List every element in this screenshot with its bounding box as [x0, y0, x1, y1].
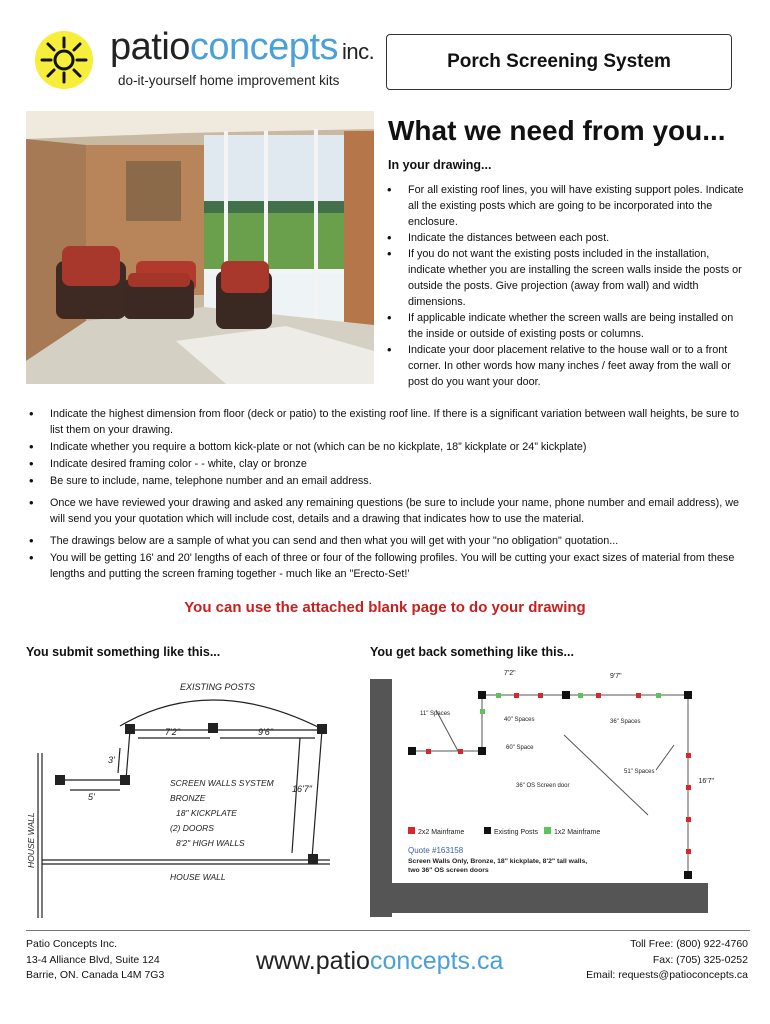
sketch-note-2: BRONZE — [170, 793, 206, 803]
address-line2: Barrie, ON. Canada L4M 7G3 — [26, 969, 165, 981]
brand-tagline: do-it-yourself home improvement kits — [118, 73, 340, 88]
website-link[interactable] — [256, 947, 503, 976]
section-subheading: In your drawing... — [388, 158, 492, 172]
quote-summary-line2: two 36" OS screen doors — [408, 867, 489, 874]
getback-sample-label: You get back something like this... — [370, 645, 574, 659]
quote-diagram-sample — [366, 665, 712, 930]
sketch-note-5: 8'2" HIGH WALLS — [176, 838, 245, 848]
list-item: • Once we have reviewed your drawing and asked any remaining questions (be sure to include your name, phone number and email address), we will send you your quotation which will include cost, details and a drawing that indicates how to use the material. — [50, 495, 750, 527]
sketch-note-3: 18" KICKPLATE — [176, 808, 237, 818]
sketch-existing-posts: EXISTING POSTS — [180, 682, 256, 692]
sketch-house-wall-left: HOUSE WALL — [26, 812, 36, 868]
sun-logo-icon — [34, 30, 94, 90]
sketch-dim-3: 3' — [108, 755, 115, 765]
tollfree-number: Toll Free: (800) 922-4760 — [630, 938, 748, 950]
company-name: Patio Concepts Inc. — [26, 938, 118, 950]
submit-sample-label: You submit something like this... — [26, 645, 221, 659]
brand-name-part2: concepts — [189, 26, 338, 68]
list-item: • Indicate whether you require a bottom kick-plate or not (which can be no kickplate, 18” kickplate or 24” kickplate) — [50, 439, 750, 455]
company-address — [26, 937, 164, 984]
fax-number: Fax: (705) 325-0252 — [652, 953, 748, 966]
list-item: • If applicable indicate whether the screen walls are being installed on the inside or outside of existing posts or columns. — [408, 310, 748, 342]
quote-summary-line1: Screen Walls Only, Bronze, 18" kickplate, 8'2" tall walls, — [408, 858, 588, 865]
footer-divider — [26, 930, 750, 931]
list-item: • You will be getting 16' and 20' lengths of each of three or four of the following profiles. You will be cutting your exact sizes of material from these lengths and putting the screen framing together - much like an "Erecto-Set!' — [50, 550, 750, 582]
section-heading: What we need from you... — [388, 115, 726, 146]
quote-dim-top-right: 9'7" — [610, 673, 622, 680]
blank-page-callout: You can use the attached blank page to do your drawing — [184, 599, 586, 616]
quote-spaces-36: 36" Spaces — [610, 719, 641, 725]
quote-legend-posts: Existing Posts — [494, 829, 538, 836]
sketch-dim-16: 16'7" — [292, 784, 312, 794]
quote-legend-1x2: 1x2 Mainframe — [554, 829, 601, 836]
website-part2: concepts.ca — [369, 947, 504, 975]
quote-door: 36" OS Screen door — [516, 783, 570, 789]
quote-spaces-40: 40" Spaces — [504, 717, 535, 723]
website-part1: www.patio — [256, 947, 370, 975]
quote-spaces-60: 60" Space — [506, 745, 534, 751]
document-title: Porch Screening System — [386, 34, 732, 90]
sketch-note-1: SCREEN WALLS SYSTEM — [170, 778, 274, 788]
list-item: • Be sure to include, name, telephone number and an email address. — [50, 473, 750, 489]
sketch-note-4: (2) DOORS — [170, 823, 214, 833]
list-item: • For all existing roof lines, you will have existing support poles. Indicate all the existing posts which are going to be incorporated into the enclosure. — [408, 182, 748, 230]
quote-number: Quote #163158 — [408, 846, 464, 855]
list-item: • Indicate desired framing color - - white, clay or bronze — [50, 456, 750, 472]
list-item: • Indicate the distances between each post. — [408, 230, 748, 246]
quote-spaces-51: 51" Spaces — [624, 769, 655, 775]
contact-info — [586, 937, 748, 984]
quote-dim-top-left: 7'2" — [504, 670, 516, 677]
quote-dim-right: 16'7" — [698, 778, 714, 785]
instructions-list — [50, 406, 750, 583]
brand-name-part1: patio — [110, 26, 190, 68]
sketch-dim-5: 5' — [88, 792, 95, 802]
sketch-dim-left: 7'2" — [165, 727, 180, 737]
brand-wordmark — [110, 28, 374, 66]
brand-suffix: inc. — [342, 39, 375, 64]
customer-sketch-sample — [26, 668, 360, 920]
porch-photo — [26, 111, 374, 384]
quote-legend-2x2: 2x2 Mainframe — [418, 829, 465, 836]
list-item: • The drawings below are a sample of what you can send and then what you will get with your "no obligation" quotation... — [50, 533, 750, 549]
address-line1: 13-4 Alliance Blvd, Suite 124 — [26, 953, 160, 966]
list-item: • Indicate the highest dimension from floor (deck or patio) to the existing roof line. If there is a significant variation between wall heights, be sure to list them on your drawing. — [50, 406, 750, 438]
quote-spaces-11: 11" Spaces — [420, 711, 451, 717]
email-address[interactable]: Email: requests@patioconcepts.ca — [586, 969, 748, 981]
sketch-house-wall-bottom: HOUSE WALL — [170, 872, 226, 882]
drawing-requirements-list — [408, 182, 748, 390]
sketch-dim-right: 9'6" — [258, 727, 273, 737]
list-item: • If you do not want the existing posts included in the installation, indicate whether you are installing the screen walls inside the posts or outside the posts. Give projection (away from wall) and width dimensions. — [408, 246, 748, 310]
list-item: • Indicate your door placement relative to the house wall or to a front corner. In other words how many inches / feet away from the wall or post do you want your door. — [408, 342, 748, 390]
